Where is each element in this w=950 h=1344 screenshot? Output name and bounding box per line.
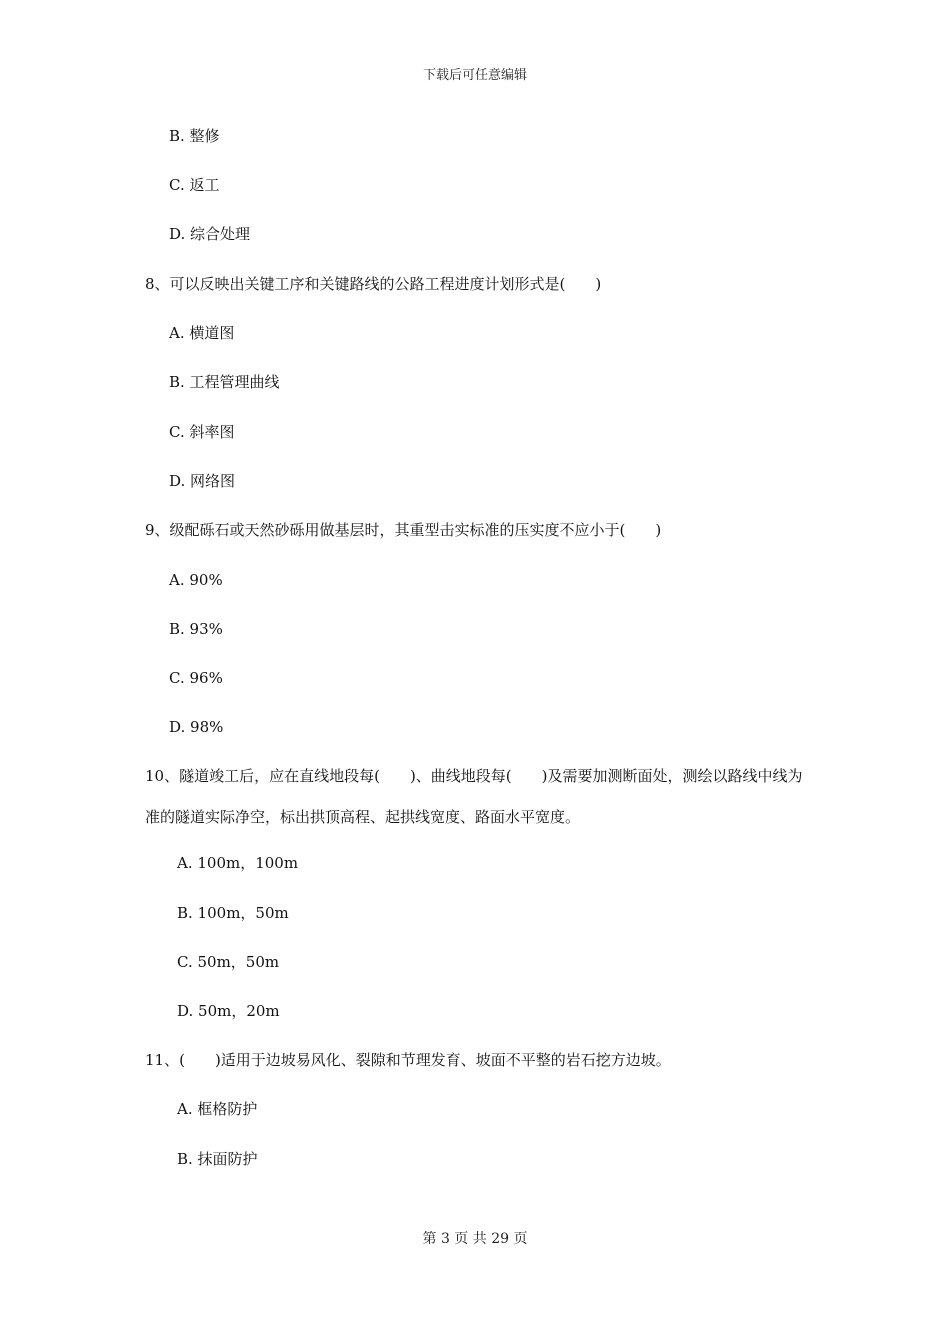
header-note: 下载后可任意编辑 [422,68,527,83]
question-8: 8、可以反映出关键工序和关键路线的公路工程进度计划形式是( ) [145,275,602,293]
option-q8-d: D. 网络图 [169,472,236,490]
option-q7-d: D. 综合处理 [169,225,251,243]
option-q10-c: C. 50m，50m [177,953,280,971]
option-q11-a: A. 框格防护 [177,1100,258,1118]
option-q7-b: B. 整修 [169,127,220,145]
option-q8-b: B. 工程管理曲线 [169,373,280,391]
option-q9-c: C. 96% [169,669,223,687]
option-q8-c: C. 斜率图 [169,423,235,441]
option-q9-a: A. 90% [169,571,223,589]
option-q10-a: A. 100m，100m [177,854,299,872]
page-footer: 第 3 页 共 29 页 [422,1231,528,1247]
question-11: 11、( )适用于边坡易风化、裂隙和节理发育、坡面不平整的岩石挖方边坡。 [145,1051,671,1069]
option-q10-b: B. 100m，50m [177,904,289,922]
option-q9-d: D. 98% [169,718,224,736]
option-q8-a: A. 横道图 [169,324,235,342]
question-9: 9、级配砾石或天然砂砾用做基层时，其重型击实标准的压实度不应小于( ) [145,521,662,539]
question-10: 10、隧道竣工后，应在直线地段每( )、曲线地段每( )及需要加测断面处，测绘以路线中线为准的隧道实际净空，标出拱顶高程、起拱线宽度、路面水平宽度。 [145,767,803,826]
option-q7-c: C. 返工 [169,176,220,194]
option-q10-d: D. 50m，20m [177,1002,280,1020]
option-q9-b: B. 93% [169,620,223,638]
option-q11-b: B. 抹面防护 [177,1150,258,1168]
